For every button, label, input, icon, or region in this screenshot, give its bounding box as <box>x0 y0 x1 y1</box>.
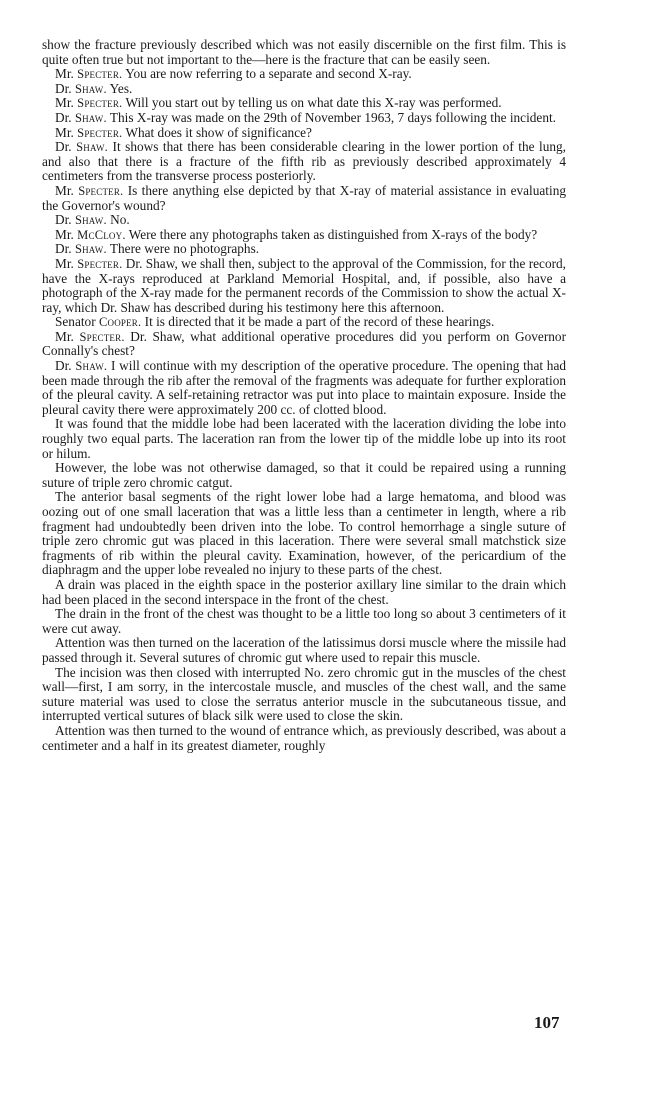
page-number: 107 <box>534 1013 560 1032</box>
speaker-name: McCloy. <box>77 227 126 242</box>
speaker-name: Shaw. <box>76 140 108 155</box>
speaker-title: Mr. <box>55 182 74 198</box>
paragraph: The incision was then closed with interrupted No. zero chromic gut in the muscles of the chest wall—first, I am sorry, in the intercostale muscle, and muscles of the chest wall, and the same suture material was used to close the serratus anterior muscle in the subcutaneous tissue, and interrupted vertical sutures of black silk were used to close the skin. <box>42 664 566 724</box>
speaker-title: Mr. <box>55 226 74 242</box>
speaker-title: Mr. <box>55 124 74 140</box>
speaker-title: Mr. <box>55 255 74 271</box>
paragraph: It was found that the middle lobe had been lacerated with the laceration dividing the lobe into roughly two equal parts. The laceration ran from the lower tip of the middle lobe up into its root or hilum. <box>42 416 566 461</box>
speaker-name: Specter. <box>77 125 123 140</box>
paragraph: Senator Cooper. It is directed that it be made a part of the record of these hearings. <box>55 314 495 330</box>
speaker-title: Dr. <box>55 358 72 374</box>
paragraph: Mr. Specter. Dr. Shaw, what additional operative procedures did you perform on Governor Connally's chest? <box>42 328 566 359</box>
speaker-title: Dr. <box>55 212 72 228</box>
speaker-name: Shaw. <box>74 81 107 96</box>
speaker-name: Specter. <box>79 329 125 344</box>
speaker-name: Shaw. <box>75 359 108 374</box>
speaker-title: Dr. <box>55 139 72 155</box>
paragraph: Mr. Specter. You are now referring to a separate and second X-ray. <box>55 66 412 82</box>
paragraph: Mr. Specter. Will you start out by telling us on what date this X-ray was performed. <box>55 95 502 111</box>
paragraph: Attention was then turned to the wound of entrance which, as previously described, was about a centimeter and a half in its greatest diameter, roughly <box>42 722 566 753</box>
speaker-name: Shaw. <box>74 213 107 228</box>
speaker-name: Specter. <box>78 183 124 198</box>
paragraph: Mr. McCloy. Were there any photographs taken as distinguished from X-rays of the body? <box>55 226 538 242</box>
speaker-name: Cooper. <box>98 315 142 330</box>
paragraph: A drain was placed in the eighth space in the posterior axillary line similar to the drain which had been placed in the second interspace in the front of the chest. <box>42 576 566 607</box>
paragraph: However, the lobe was not otherwise damaged, so that it could be repaired using a running suture of triple zero chromic catgut. <box>42 460 566 490</box>
paragraph: Dr. Shaw. It shows that there has been considerable clearing in the lower portion of the lung, and also that there is a fracture of the fifth rib as previously described approximately 4 centimeters from the transverse process posteriorly. <box>42 139 566 184</box>
speaker-title: Dr. <box>55 109 72 125</box>
speaker-title: Mr. <box>55 95 74 111</box>
speaker-title: Mr. <box>55 66 74 82</box>
paragraph: Mr. Specter. What does it show of significance? <box>55 124 312 140</box>
speaker-name: Specter. <box>77 67 123 82</box>
speaker-name: Shaw. <box>74 242 107 257</box>
paragraph: Dr. Shaw. This X-ray was made on the 29th of November 1963, 7 days following the incident. <box>55 109 556 125</box>
paragraph: Dr. Shaw. Yes. <box>55 80 133 96</box>
speaker-title: Mr. <box>55 328 74 344</box>
document-body <box>42 38 566 753</box>
speaker-title: Dr. <box>55 241 72 257</box>
paragraph: Dr. Shaw. I will continue with my description of the operative procedure. The opening that had been made through the rib after the removal of the fragments was adequate for further exploration of the pleural cavity. A self-retaining retractor was put into place to maintain exposure. Inside the pleural cavity there were approximately 200 cc. of clotted blood. <box>42 358 566 417</box>
speaker-name: Specter. <box>77 256 123 271</box>
paragraph: Mr. Specter. Is there anything else depicted by that X-ray of material assistance in evaluating the Governor's wound? <box>42 182 566 213</box>
paragraph: Dr. Shaw. No. <box>55 212 130 228</box>
paragraph: Dr. Shaw. There were no photographs. <box>55 241 260 257</box>
paragraph: show the fracture previously described which was not easily discernible on the first film. This is quite often true but not important to the—here is the fracture that can be easily seen. <box>42 37 566 67</box>
paragraph: Attention was then turned on the laceration of the latissimus dorsi muscle where the missile had passed through it. Several sutures of chromic gut where used to repair this muscle. <box>42 635 566 665</box>
speaker-name: Shaw. <box>74 110 107 125</box>
speaker-name: Specter. <box>77 96 123 111</box>
paragraph: Mr. Specter. Dr. Shaw, we shall then, subject to the approval of the Commission, for the record, have the X-rays reproduced at Parkland Memorial Hospital, and, if possible, also have a photograph of the X-ray made for the permanent records of the Commission to show the actual X-ray, which Dr. Shaw has described during his testimony here this afternoon. <box>42 255 567 315</box>
speaker-title: Dr. <box>55 80 72 96</box>
speaker-title: Senator <box>55 314 96 330</box>
paragraph: The drain in the front of the chest was thought to be a little too long so about 3 centimeters of it were cut away. <box>42 606 566 636</box>
paragraph: The anterior basal segments of the right lower lobe had a large hematoma, and blood was oozing out of one small laceration that was a little less than a centimeter in length, where a rib fragment had undoubtedly been driven into the lobe. To control hemorrhage a single suture of triple zero chromic gut was placed in this laceration. There were several small matchstick size fragments of rib within the pleural cavity. Examination, however, of the pericardium of the diaphragm and the upper lobe revealed no injury to these parts of the chest. <box>42 489 566 578</box>
